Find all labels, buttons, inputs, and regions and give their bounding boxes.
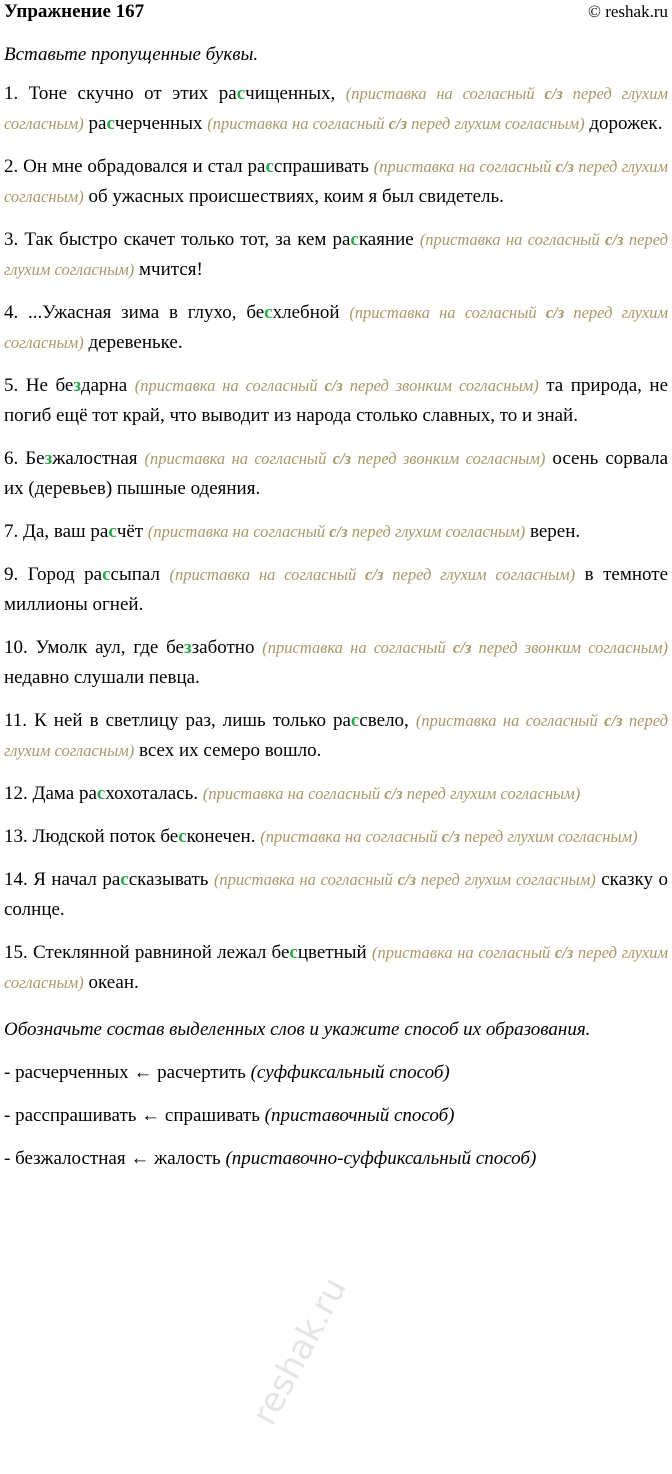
rule-letters: с/з: [441, 827, 460, 846]
rule-letters: с/з: [555, 157, 574, 176]
header: [4, 0, 668, 26]
sentence-item: [4, 298, 668, 358]
text-before: Стеклянной равниной лежал бе: [33, 942, 290, 963]
item-number: 6.: [4, 448, 19, 469]
rule-letters: с/з: [365, 565, 384, 584]
analysis-line: - безжалостная ← жалость (приставочно-суффиксальный способ): [4, 1148, 537, 1169]
text-tail: океан.: [88, 972, 139, 993]
text-before: Дама ра: [32, 783, 97, 804]
text-after: черченных: [114, 113, 203, 134]
sentence-list: [4, 79, 668, 998]
text-tail: недавно слушали певца.: [4, 667, 200, 688]
sentence-item: [4, 517, 668, 547]
text-tail: всех их семеро вошло.: [139, 740, 322, 761]
text-before: Он мне обрадовался и стал ра: [23, 156, 266, 177]
rule-note: (приставка на согласный с/з перед глухим согласным): [4, 943, 668, 992]
item-number: 2.: [4, 156, 19, 177]
rule-note: (приставка на согласный с/з перед глухим согласным): [4, 157, 668, 206]
inserted-letter: с: [178, 826, 187, 847]
site-copyright: © reshak.ru: [588, 2, 668, 21]
rule-letters: с/з: [545, 303, 565, 322]
text-after: свело,: [359, 710, 409, 731]
morpheme-analysis-list: [4, 1058, 668, 1174]
analysis-line: - расспрашивать ← спрашивать (приставочный способ): [4, 1105, 455, 1126]
analysis-line: - расчерченных ← расчертить (суффиксальный способ): [4, 1062, 450, 1083]
rule-note: (приставка на согласный с/з перед звонким согласным): [262, 638, 669, 657]
rule-letters: с/з: [329, 522, 348, 541]
text-before: Бе: [25, 448, 45, 469]
inserted-letter: с: [120, 869, 129, 890]
text-tail: сказку о солнце.: [4, 869, 668, 920]
analyzed-word: безжалостная: [15, 1148, 126, 1169]
inserted-letter: с: [108, 521, 117, 542]
item-number: 4.: [4, 302, 19, 323]
sentence-item: [4, 444, 668, 504]
rule-letters: с/з: [397, 870, 416, 889]
text-after: цветный: [297, 942, 367, 963]
item-number: 1.: [4, 83, 19, 104]
sentence-item: [4, 152, 668, 212]
sentence-item: [4, 79, 668, 139]
inserted-letter: з: [73, 375, 81, 396]
base-word: расчертить: [157, 1062, 246, 1083]
item-number: 12.: [4, 783, 28, 804]
task2-instruction: Обозначьте состав выделенных слов и укажите способ их образования.: [4, 1019, 591, 1040]
rule-letters: с/з: [554, 943, 574, 962]
text-before: ...Ужасная зима в глухо, бе: [28, 302, 265, 323]
rule-note: (приставка на согласный с/з перед глухим согласным): [147, 522, 526, 541]
page: [4, 0, 668, 1187]
text-before: ра: [88, 113, 107, 134]
item-number: 15.: [4, 942, 28, 963]
inserted-letter: с: [96, 783, 106, 804]
item-number: 13.: [4, 826, 28, 847]
sentence-item: [4, 822, 668, 852]
base-word: спрашивать: [164, 1105, 260, 1126]
analyzed-word: расчерченных: [15, 1062, 129, 1083]
text-after: спрашивать: [273, 156, 369, 177]
watermark: reshak.ru: [244, 1271, 355, 1432]
sentence-item: [4, 225, 668, 285]
sentence-item: [4, 779, 668, 809]
item-number: 3.: [4, 229, 19, 250]
inserted-letter: с: [106, 113, 115, 134]
text-after: хохоталась.: [105, 783, 199, 804]
text-after: чёт: [116, 521, 144, 542]
text-after: дарна: [80, 375, 128, 396]
text-tail: в темноте миллионы огней.: [4, 564, 669, 615]
text-before: Людской поток бе: [32, 826, 179, 847]
text-tail: та природа, не погиб ещё тот край, что выводит из народа столько славных, то и знай.: [4, 375, 669, 426]
text-after: сыпал: [110, 564, 160, 585]
exercise-title: Упражнение 167: [4, 1, 145, 22]
rule-note: (приставка на согласный с/з перед глухим согласным): [169, 565, 576, 584]
sentence-item: [4, 633, 668, 693]
rule-note: (приставка на согласный с/з перед глухим согласным): [202, 784, 581, 803]
formation-method: (приставочный способ): [264, 1105, 455, 1126]
text-after: сказывать: [128, 869, 209, 890]
sentence-item: [4, 706, 668, 766]
rule-note: (приставка на согласный с/з перед глухим согласным): [213, 870, 596, 889]
inserted-letter: з: [44, 448, 53, 469]
inserted-letter: с: [350, 229, 359, 250]
sentence-item: [4, 938, 668, 998]
base-word: жалость: [154, 1148, 221, 1169]
inserted-letter: с: [289, 942, 298, 963]
item-number: 10.: [4, 637, 28, 658]
inserted-letter: с: [265, 156, 274, 177]
text-before: К ней в светлицу раз, лишь только ра: [34, 710, 351, 731]
item-number: 9.: [4, 564, 19, 585]
text-tail: мчится!: [139, 259, 203, 280]
rule-note: (приставка на согласный с/з перед звонким согласным): [134, 376, 539, 395]
rule-letters: с/з: [605, 230, 624, 249]
inserted-letter: с: [102, 564, 111, 585]
task-instruction: Вставьте пропущенные буквы.: [4, 44, 259, 65]
rule-letters: с/з: [384, 784, 403, 803]
sentence-item: [4, 371, 668, 431]
sentence-item: [4, 560, 668, 620]
text-after: каяние: [358, 229, 414, 250]
text-after: заботно: [191, 637, 255, 658]
text-before: Не бе: [25, 375, 74, 396]
rule-note: (приставка на согласный с/з перед глухим согласным): [260, 827, 638, 846]
inserted-letter: с: [236, 83, 246, 104]
analyzed-word: расспрашивать: [15, 1105, 137, 1126]
item-number: 5.: [4, 375, 19, 396]
text-after: хлебной: [272, 302, 340, 323]
rule-note: (приставка на согласный с/з перед глухим согласным): [207, 114, 585, 133]
inserted-letter: з: [183, 637, 192, 658]
text-before: Так быстро скачет только тот, за кем ра: [24, 229, 351, 250]
rule-note: (приставка на согласный с/з перед глухим согласным): [4, 711, 669, 760]
text-after: жалостная: [52, 448, 138, 469]
item-number: 11.: [4, 710, 28, 731]
inserted-letter: с: [264, 302, 273, 323]
text-tail: верен.: [530, 521, 581, 542]
text-before: Я начал ра: [33, 869, 121, 890]
text-before: Тоне скучно от этих ра: [28, 83, 237, 104]
rule-note: (приставка на согласный с/з перед глухим согласным): [4, 84, 669, 133]
text-before: Умолк аул, где бе: [35, 637, 184, 658]
rule-letters: с/з: [332, 449, 352, 468]
rule-letters: с/з: [324, 376, 343, 395]
rule-note: (приставка на согласный с/з перед глухим согласным): [4, 303, 668, 352]
rule-letters: с/з: [388, 114, 408, 133]
rule-letters: с/з: [604, 711, 623, 730]
text-tail: осень сорвала их (деревьев) пышные одеяния.: [4, 448, 669, 499]
text-tail: дорожек.: [589, 113, 663, 134]
text-before: Город ра: [27, 564, 103, 585]
text-before: Да, ваш ра: [23, 521, 109, 542]
formation-method: (приставочно-суффиксальный способ): [225, 1148, 537, 1169]
text-after: конечен.: [186, 826, 256, 847]
rule-letters: с/з: [452, 638, 472, 657]
item-number: 7.: [4, 521, 19, 542]
rule-letters: с/з: [544, 84, 563, 103]
item-number: 14.: [4, 869, 28, 890]
text-tail: деревеньке.: [88, 332, 183, 353]
rule-note: (приставка на согласный с/з перед звонким согласным): [144, 449, 546, 468]
formation-method: (суффиксальный способ): [250, 1062, 450, 1083]
inserted-letter: с: [350, 710, 360, 731]
text-tail: об ужасных происшествиях, коим я был свидетель.: [88, 186, 504, 207]
sentence-item: [4, 865, 668, 925]
rule-note: (приставка на согласный с/з перед глухим согласным): [4, 230, 669, 279]
text-after: чищенных,: [245, 83, 336, 104]
